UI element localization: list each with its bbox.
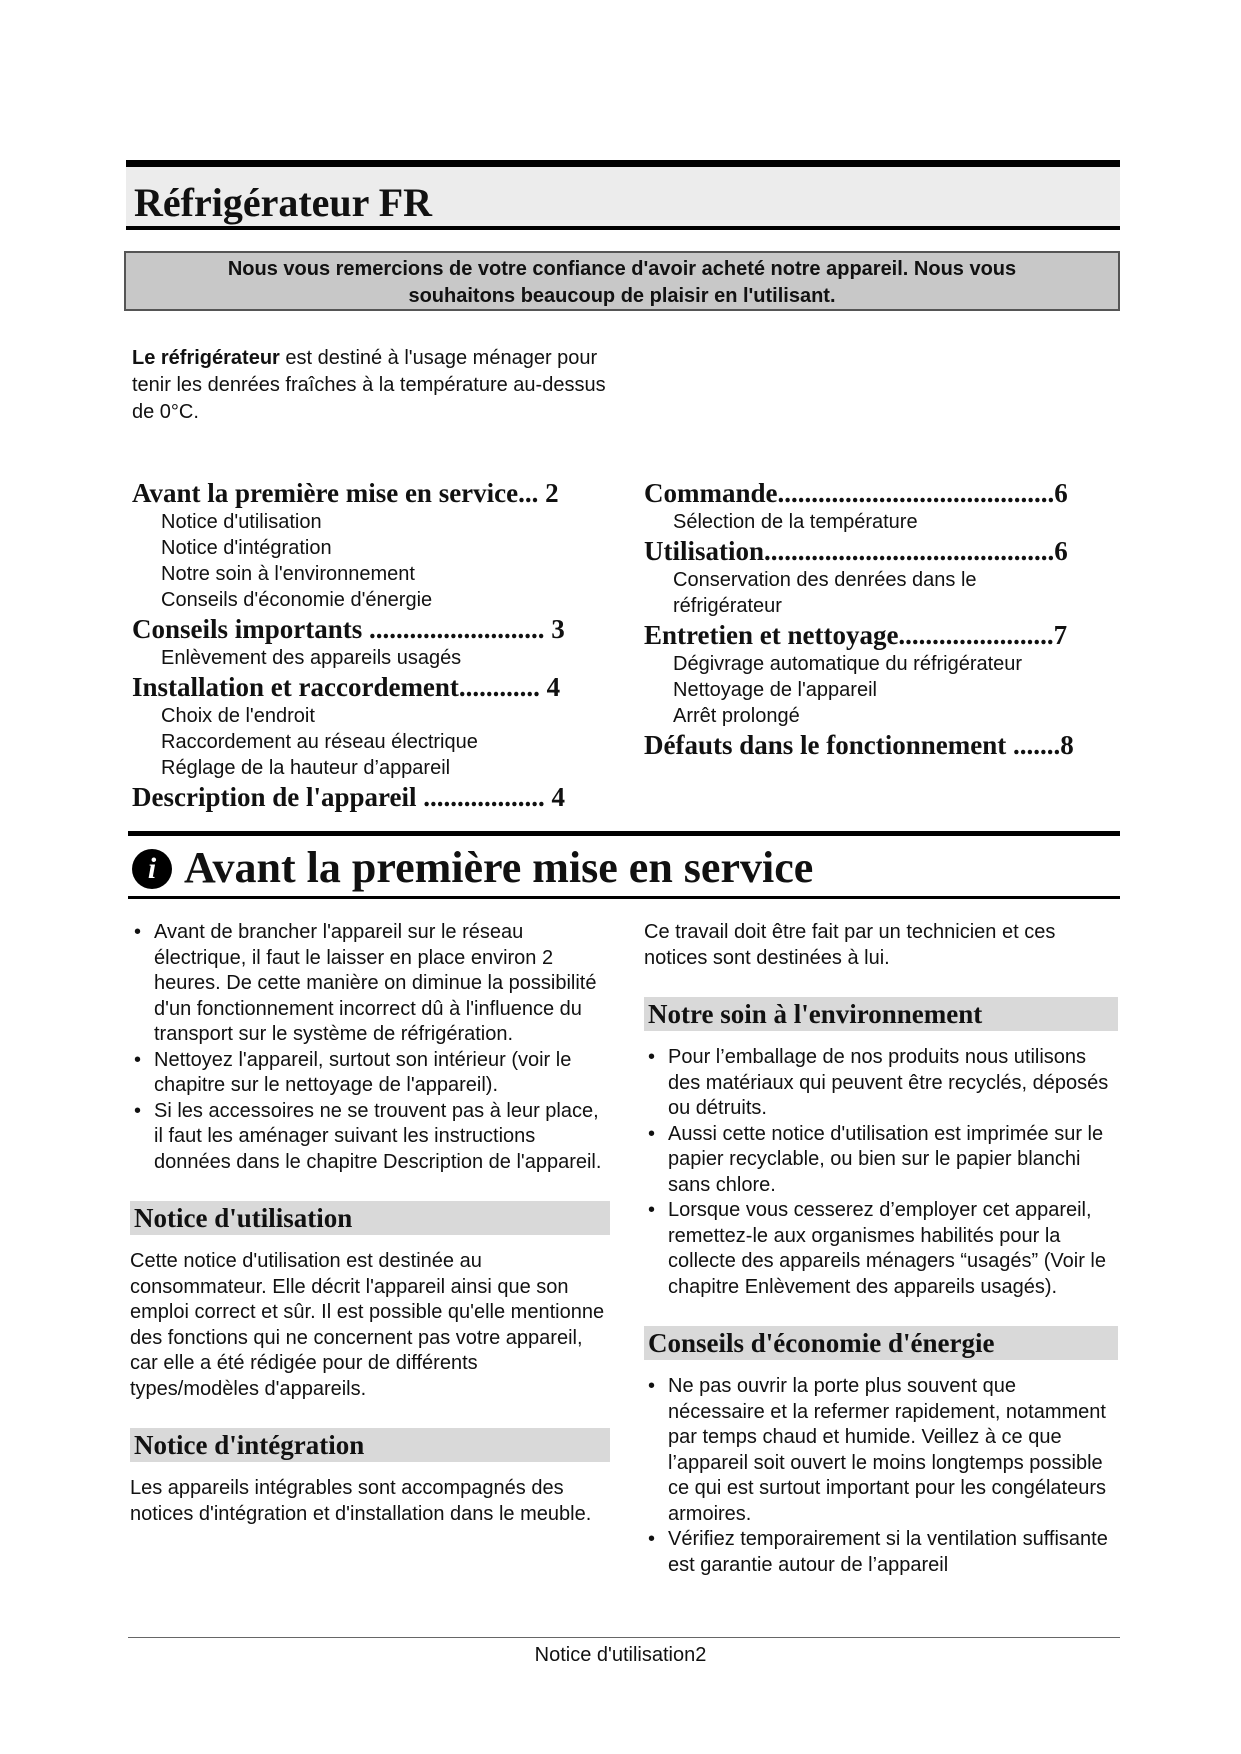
intro-paragraph: [132, 345, 632, 426]
notice-utilisation-heading: Notice d'utilisation: [130, 1201, 610, 1235]
list-item: • Lorsque vous cesserez d’employer cet appareil, remettez-le aux organismes habilités pour la collecte des appareils ménagers “usagés” (Voir le chapitre Enlèvement des appareils usagés).: [644, 1198, 1118, 1300]
toc-sub: Sélection de la température: [673, 511, 918, 533]
section-rule-top: [128, 831, 1120, 836]
toc-sub: Conservation des denrées dans le réfrigérateur: [673, 569, 977, 617]
notice-integration-text: Les appareils intégrables sont accompagnés des notices d'intégration et d'installation dans le meuble.: [130, 1477, 592, 1525]
toc-heading: Avant la première mise en service... 2: [132, 478, 559, 508]
energie-heading: Conseils d'économie d'énergie: [644, 1326, 1118, 1360]
toc-sub: Notice d'intégration: [161, 537, 332, 559]
toc-sub: Notre soin à l'environnement: [161, 563, 415, 585]
list-item: • Si les accessoires ne se trouvent pas à leur place, il faut les aménager suivant les instructions données dans le chapitre Description de l'appareil.: [130, 1099, 610, 1176]
thanks-box: [124, 251, 1120, 311]
list-item: • Nettoyez l'appareil, surtout son intérieur (voir le chapitre sur le nettoyage de l'appareil).: [130, 1048, 610, 1099]
list-item: • Aussi cette notice d'utilisation est imprimée sur le papier recyclable, ou bien sur le papier blanchi sans chlore.: [644, 1122, 1118, 1199]
toc-heading: Installation et raccordement............ 4: [132, 672, 561, 702]
info-icon: i: [132, 849, 172, 889]
right-column: [644, 920, 1118, 1578]
intro-text: est destiné à l'usage ménager pour tenir les denrées fraîches à la température au-dessus de 0°C.: [132, 347, 606, 423]
list-item: • Vérifiez temporairement si la ventilation suffisante est garantie autour de l’appareil: [644, 1527, 1118, 1578]
list-item: • Ne pas ouvrir la porte plus souvent que nécessaire et la refermer rapidement, notamment par temps chaud et humide. Veillez à ce que l’appareil soit ouvert le moins longtemps possible ce qui est surtout important pour les congélateurs armoires.: [644, 1374, 1118, 1527]
section-rule-bottom: [128, 896, 1120, 899]
toc-left: [132, 477, 602, 813]
environnement-heading: Notre soin à l'environnement: [644, 997, 1118, 1031]
footer-rule: [128, 1637, 1120, 1638]
toc-heading: Description de l'appareil .................. 4: [132, 782, 566, 812]
toc-right: [644, 477, 1084, 761]
page-title: Réfrigérateur FR: [134, 180, 433, 225]
list-item: • Avant de brancher l'appareil sur le réseau électrique, il faut le laisser en place environ 2 heures. De cette manière on diminue la possibilité d'un fonctionnement incorrect dû à l'influence du transport sur le système de réfrigération.: [130, 920, 610, 1048]
section-title: [132, 838, 813, 898]
title-bar: [126, 160, 1120, 230]
toc-heading: Utilisation...........................................6: [644, 536, 1068, 566]
section-title-text: Avant la première mise en service: [184, 843, 814, 892]
left-bullets: [130, 920, 610, 1175]
toc-sub: Choix de l'endroit: [161, 705, 315, 727]
energie-bullets: [644, 1374, 1118, 1578]
right-intro-text: Ce travail doit être fait par un technicien et ces notices sont destinées à lui.: [644, 921, 1056, 969]
toc-sub: Enlèvement des appareils usagés: [161, 647, 462, 669]
toc-heading: Commande.........................................6: [644, 478, 1068, 508]
thanks-line-2: souhaitons beaucoup de plaisir en l'utilisant.: [408, 285, 836, 307]
toc-heading: Défauts dans le fonctionnement .......8: [644, 730, 1074, 760]
toc-sub: Notice d'utilisation: [161, 511, 322, 533]
toc-heading: Entretien et nettoyage.......................7: [644, 620, 1068, 650]
toc-sub: Dégivrage automatique du réfrigérateur: [673, 653, 1023, 675]
thanks-line-1: Nous vous remercions de votre confiance d'avoir acheté notre appareil. Nous vous: [227, 258, 1017, 280]
toc-sub: Nettoyage de l'appareil: [673, 679, 877, 701]
page-footer: Notice d'utilisation2: [534, 1644, 707, 1666]
left-column: [130, 920, 610, 1527]
notice-integration-heading: Notice d'intégration: [130, 1428, 610, 1462]
notice-utilisation-text: Cette notice d'utilisation est destinée au consommateur. Elle décrit l'appareil ainsi que son emploi correct et sûr. Il est possible qu'elle mentionne des fonctions qui ne concernent pas votre appareil, car elle a été rédigée pour de différents types/modèles d'appareils.: [130, 1250, 605, 1400]
environnement-bullets: [644, 1045, 1118, 1300]
toc-heading: Conseils importants .......................... 3: [132, 614, 565, 644]
list-item: • Pour l’emballage de nos produits nous utilisons des matériaux qui peuvent être recyclés, déposés ou détruits.: [644, 1045, 1118, 1122]
toc-sub: Arrêt prolongé: [673, 705, 800, 727]
toc-sub: Conseils d'économie d'énergie: [161, 589, 433, 611]
toc-sub: Réglage de la hauteur d’appareil: [161, 757, 451, 779]
toc-sub: Raccordement au réseau électrique: [161, 731, 478, 753]
intro-bold: Le réfrigérateur: [132, 347, 280, 369]
